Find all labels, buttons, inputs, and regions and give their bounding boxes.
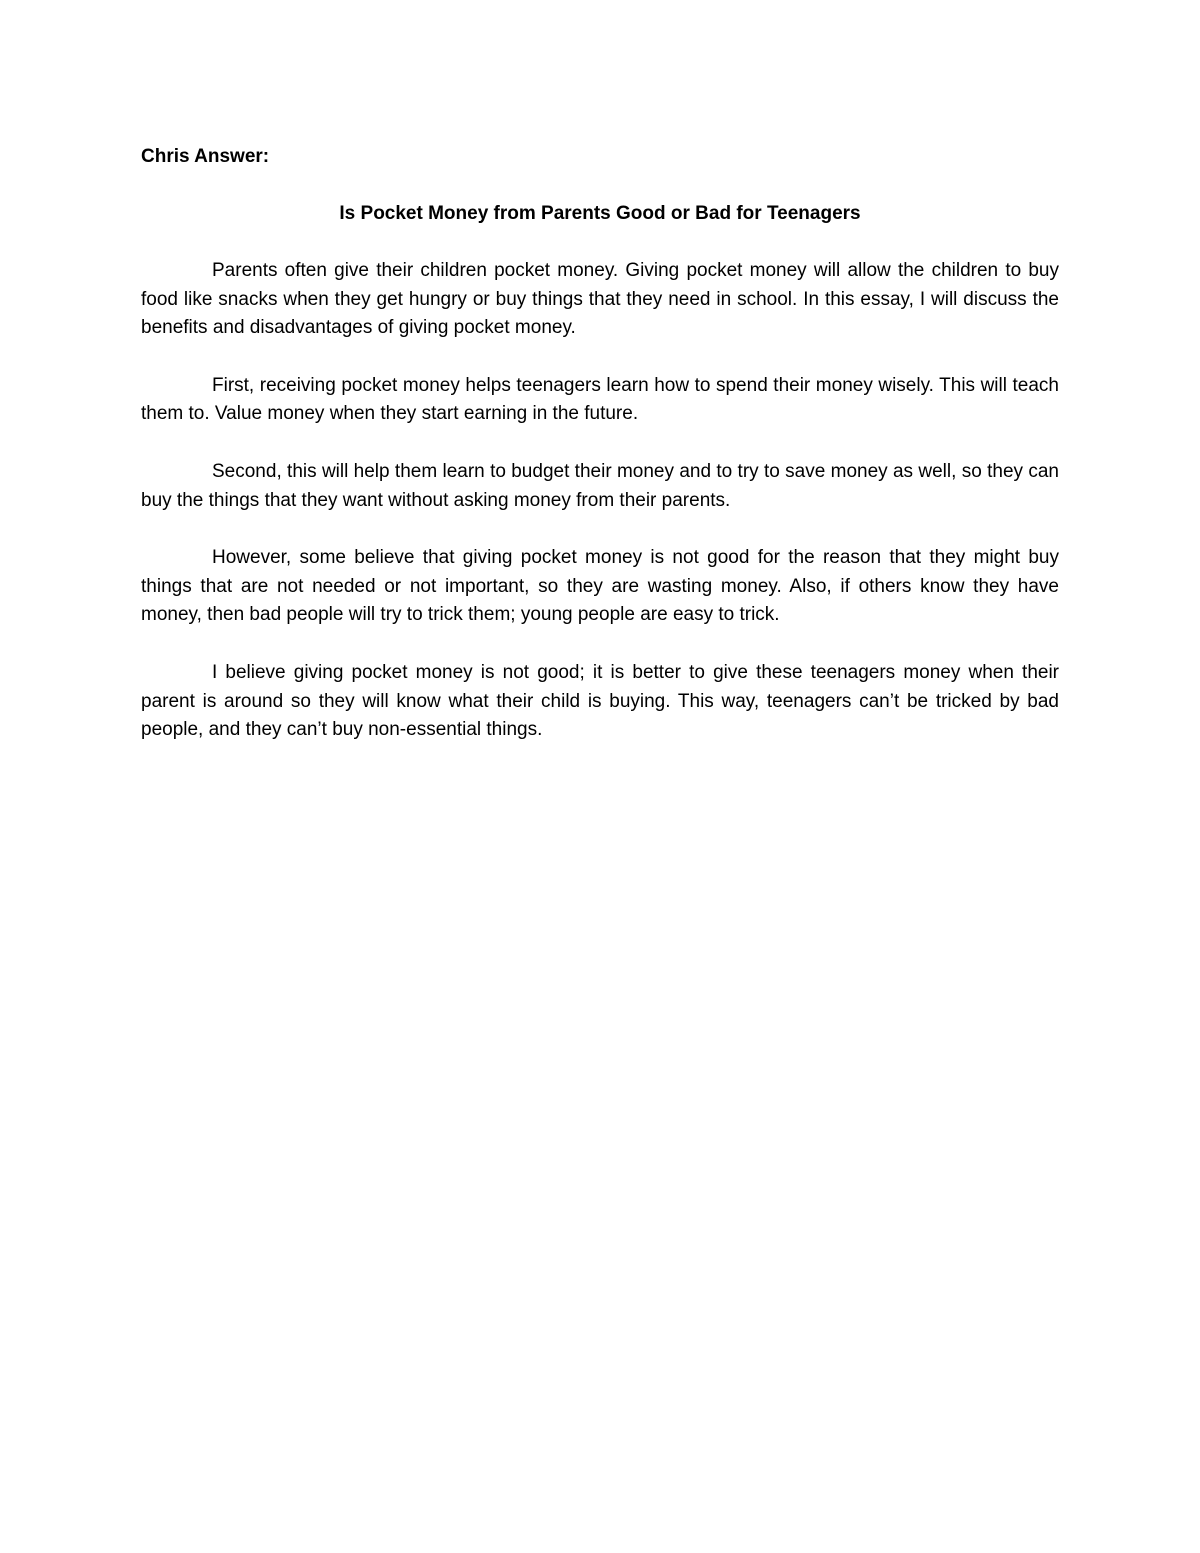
essay-title: Is Pocket Money from Parents Good or Bad for Teenagers xyxy=(339,203,861,224)
paragraph-first-point: First, receiving pocket money helps teenagers learn how to spend their money wisely. This will teach them to. Value money when they start earning in the future. xyxy=(141,374,1059,425)
paragraph-introduction: Parents often give their children pocket money. Giving pocket money will allow the children to buy food like snacks when they get hungry or buy things that they need in school. In this essay, I will discuss the benefits and disadvantages of giving pocket money. xyxy=(141,260,1059,339)
paragraph-counterargument: However, some believe that giving pocket money is not good for the reason that they might buy things that are not needed or not important, so they are wasting money. Also, if others know they have money, then bad people will try to trick them; young people are easy to trick. xyxy=(141,547,1059,626)
paragraph-second-point: Second, this will help them learn to budget their money and to try to save money as well, so they can buy the things that they want without asking money from their parents. xyxy=(141,460,1059,511)
author-line: Chris Answer: xyxy=(141,146,270,167)
paragraph-conclusion: I believe giving pocket money is not good; it is better to give these teenagers money when their parent is around so they will know what their child is buying. This way, teenagers can’t be tricked by bad people, and they can’t buy non-essential things. xyxy=(141,661,1059,741)
document-body xyxy=(141,143,1059,745)
